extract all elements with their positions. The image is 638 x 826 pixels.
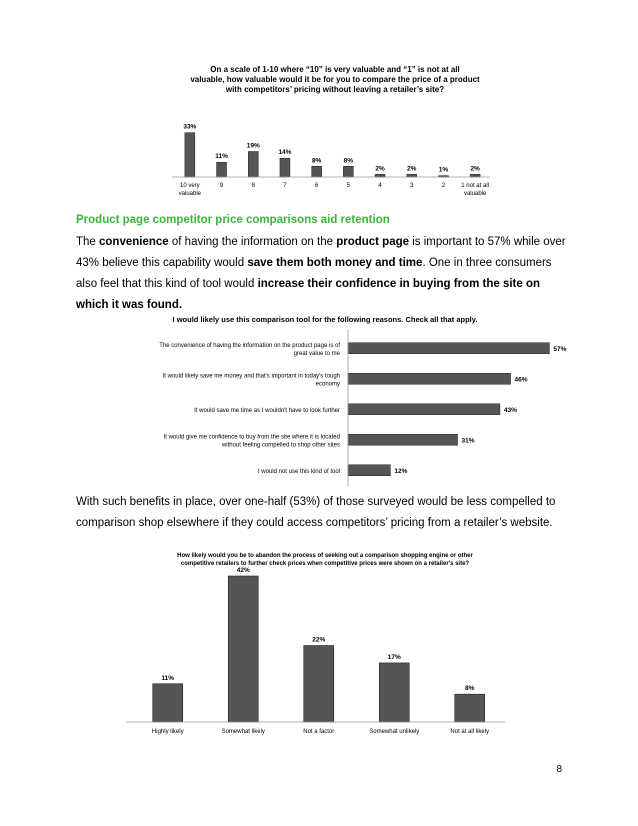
chart2-data-label: 43% [503, 406, 517, 414]
chart1-tick-label: valuable [178, 191, 202, 197]
chart1-data-label: 2% [407, 165, 417, 173]
page-number: 8 [556, 764, 562, 775]
chart3-bar [379, 663, 409, 722]
chart2-bar [348, 373, 511, 384]
chart2-title: I would likely use this comparison tool for the following reasons. Check all that apply. [172, 315, 478, 324]
chart3-bar [455, 694, 485, 722]
chart3-bar [228, 576, 258, 722]
chart2-bar [348, 434, 458, 445]
chart2-data-label: 46% [514, 376, 528, 384]
chart1-bar [470, 174, 480, 177]
chart2-bar [348, 343, 549, 354]
chart1-tick-label: 6 [314, 183, 319, 189]
chart1-title-line: On a scale of 1-10 where “10” is very valuable and “1” is not at all [210, 65, 460, 74]
chart1-bar [312, 166, 322, 177]
para1-bold: product page [336, 236, 410, 248]
chart3-data-label: 42% [236, 567, 250, 574]
chart1-tick-label: 1 not at all [461, 183, 489, 189]
chart2-data-label: 57% [553, 345, 567, 353]
chart1-bar [343, 166, 353, 177]
paragraph-2: With such benefits in place, over one-half (53%) of those surveyed would be less compelled to comparison shop elsewhere if they could access competitors’ pricing from a retailer’s website. [76, 496, 556, 529]
chart1-title [190, 65, 480, 94]
chart3-tick-label: Somewhat unlikely [369, 729, 420, 735]
para1-bold: increase their confidence in buying from the site on which it was found. [76, 278, 541, 311]
chart2-bars [159, 343, 566, 476]
chart1-tick-label: valuable [463, 191, 487, 197]
chart2-category-label: It would save me time as I wouldn't have to look further [194, 407, 340, 414]
chart1-bars [179, 124, 489, 197]
para1-text: . One in three consumers also feel that this kind of tool would [76, 257, 552, 290]
chart3-title-line: How likely would you be to abandon the process of seeking out a comparison shopping engine or other [177, 553, 473, 559]
chart1-bar [185, 133, 195, 177]
chart1-bar [217, 162, 227, 177]
para1-bold: convenience [99, 236, 169, 248]
para1-text: of having the information on the [168, 236, 337, 248]
paragraph-1 [76, 232, 566, 316]
chart1-data-label: 8% [343, 157, 354, 165]
chart3-bars [152, 567, 489, 735]
chart2-bar [348, 404, 500, 415]
chart3-bar [153, 684, 183, 722]
chart2-data-label: 31% [461, 437, 475, 445]
abandon-likelihood-chart [120, 548, 510, 738]
chart2-bar [348, 465, 390, 476]
value-scale-chart [160, 60, 500, 210]
chart3-data-label: 22% [312, 636, 326, 644]
chart1-tick-label: 10 very [180, 183, 200, 189]
chart2-category-label: without feeling compelled to shop other sites [221, 442, 340, 449]
chart2-category-label: The convenience of having the information on the product page is of [159, 342, 340, 349]
chart1-tick-label: 8 [251, 183, 255, 189]
chart1-title-line: with competitors’ pricing without leaving a retailer’s site? [225, 85, 445, 94]
chart3-data-label: 11% [161, 674, 175, 682]
chart3-data-label: 8% [465, 685, 475, 693]
chart3-tick-label: Highly likely [151, 729, 184, 735]
chart2-category-label: It would give me confidence to buy from the site where it is located [163, 434, 340, 441]
chart1-data-label: 33% [183, 123, 197, 131]
chart2-category-label: great value to me [293, 350, 340, 357]
para1-bold: save them both money and time [247, 257, 423, 269]
chart2-category-label: It would likely save me money and that's important in today's tough [162, 373, 340, 380]
chart3-tick-label: Not a factor [303, 729, 335, 735]
chart1-bar [407, 174, 417, 177]
chart1-tick-label: 2 [441, 183, 446, 189]
section-heading: Product page competitor price comparisons aid retention [76, 214, 390, 226]
chart2-category-label: I would not use this kind of tool [257, 468, 340, 475]
chart1-data-label: 11% [215, 153, 228, 161]
chart3-bar [304, 646, 334, 722]
chart1-title-line: valuable, how valuable would it be for you to compare the price of a product [190, 75, 480, 84]
chart2-category-label: economy [315, 381, 340, 388]
chart3-tick-label: Not at all likely [450, 729, 490, 735]
chart1-data-label: 2% [375, 165, 385, 173]
reasons-chart [70, 310, 570, 490]
chart1-tick-label: 4 [378, 183, 382, 189]
chart2-data-label: 12% [394, 467, 408, 475]
chart1-data-label: 8% [311, 157, 322, 165]
chart1-bar [375, 174, 385, 177]
chart1-tick-label: 5 [346, 183, 351, 189]
para1-text: is important to 57% while over 43% believe this capability would [76, 236, 566, 269]
chart3-tick-label: Somewhat likely [221, 729, 265, 735]
chart1-tick-label: 7 [283, 183, 287, 189]
chart1-tick-label: 9 [219, 183, 224, 189]
chart1-data-label: 14% [278, 149, 292, 157]
chart1-bar [248, 151, 258, 177]
chart3-title-line: competitive retailers to further check prices when competitive prices were shown on a retailer's site? [180, 561, 470, 567]
chart1-data-label: 19% [246, 142, 260, 150]
para1-text: The [76, 236, 100, 248]
chart1-data-label: 2% [470, 165, 480, 173]
chart1-tick-label: 3 [410, 183, 414, 189]
chart1-bar [280, 158, 290, 177]
chart1-data-label: 1% [438, 166, 449, 174]
chart3-data-label: 17% [387, 653, 401, 661]
